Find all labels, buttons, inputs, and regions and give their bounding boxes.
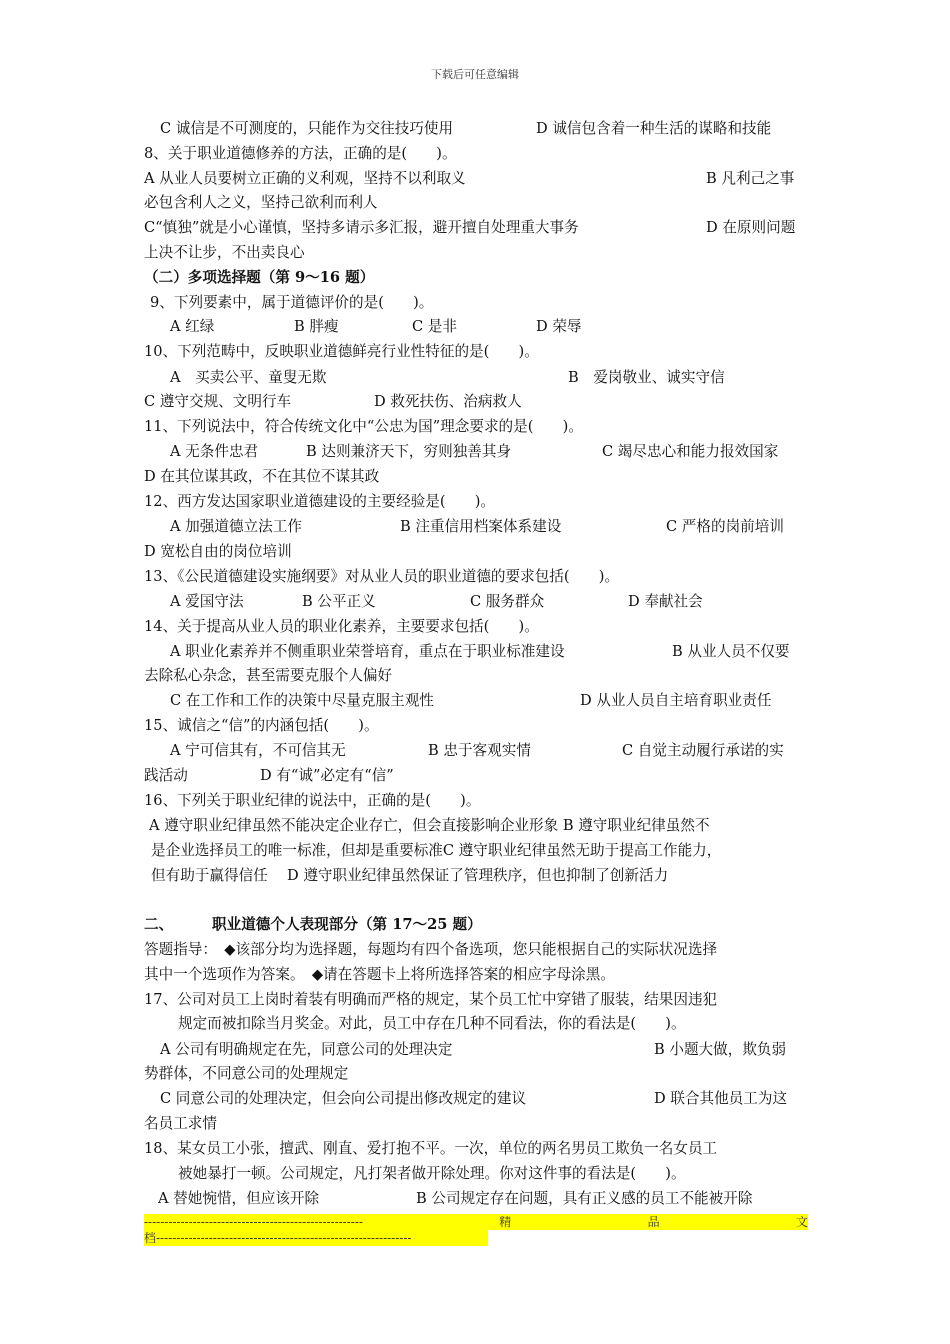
option-c: C 在工作和工作的决策中尽量克服主观性 (170, 692, 434, 709)
option-c: C 竭尽忠心和能力报效国家 (602, 443, 779, 460)
option-d: D 荣辱 (536, 318, 582, 335)
option-a: A 红绿 (170, 318, 215, 335)
question-18-cont: 被她暴打一顿。公司规定，凡打架者做开除处理。你对这件事的看法是( )。 (178, 1165, 686, 1182)
option-continuation: 必包含利人之义，坚持己欲利而利人 (144, 194, 378, 211)
option-a: A 职业化素养并不侧重职业荣誉培育，重点在于职业标准建设 (170, 643, 565, 660)
option-a: A 无条件忠君 (170, 443, 259, 460)
page-header: 下载后可任意编辑 (431, 68, 519, 81)
option-continuation: 上决不让步，不出卖良心 (144, 244, 305, 261)
option-b: B 忠于客观实情 (428, 742, 531, 759)
option-b: B 达则兼济天下，穷则独善其身 (306, 443, 512, 460)
guide-text: 答题指导： ◆该部分均为选择题，每题均有四个备选项，您只能根据自己的实际状况选择 (144, 941, 718, 958)
option-a: A 从业人员要树立正确的义利观，坚持不以利取义 (144, 170, 466, 187)
footer-word: 文 (795, 1215, 808, 1229)
option-d: D 在其位谋其政，不在其位不谋其政 (144, 468, 380, 485)
question-8: 8、关于职业道德修养的方法，正确的是( )。 (144, 145, 457, 162)
option-c: C 服务群众 (470, 593, 545, 610)
option-c: C“慎独”就是小心谨慎，坚持多请示多汇报，避开擅自处理重大事务 (144, 219, 579, 236)
footer-dashes: ------------------------------------------------------ (144, 1215, 363, 1229)
question-9: 9、下列要素中，属于道德评价的是( )。 (150, 294, 434, 311)
option-a: A 买卖公平、童叟无欺 (170, 369, 327, 386)
option-a: A 爱国守法 (170, 593, 244, 610)
option-c: C 遵守交规、文明行车 (144, 393, 292, 410)
option-d: D 宽松自由的岗位培训 (144, 543, 292, 560)
option-a: A 替她惋惜，但应该开除 (158, 1190, 320, 1207)
footer-word: 精 (499, 1215, 512, 1229)
question-17: 17、公司对员工上岗时着装有明确而严格的规定，某个员工忙中穿错了服装，结果因违犯 (144, 991, 718, 1008)
option-line: 但有助于赢得信任 D 遵守职业纪律虽然保证了管理秩序，但也抑制了创新活力 (151, 867, 669, 884)
option-a: A 公司有明确规定在先，同意公司的处理决定 (160, 1041, 453, 1058)
option-continuation: 名员工求情 (144, 1115, 217, 1132)
option-c: C 是非 (412, 318, 457, 335)
guide-text: 其中一个选项作为答案。 ◆请在答题卡上将所选择答案的相应字母涂黑。 (144, 966, 615, 983)
option-a: A 宁可信其有，不可信其无 (170, 742, 346, 759)
option-d: D 救死扶伤、治病救人 (374, 393, 522, 410)
option-b: B 胖瘦 (294, 318, 339, 335)
option-a: A 加强道德立法工作 (170, 518, 302, 535)
option-b: B 公司规定存在问题，具有正义感的员工不能被开除 (416, 1190, 753, 1207)
footer-word: 品 (647, 1215, 660, 1229)
footer-line-2: 档--------------------------------------------------------------- (144, 1230, 488, 1246)
question-11: 11、下列说法中，符合传统文化中“公忠为国”理念要求的是( )。 (144, 418, 583, 435)
question-16: 16、下列关于职业纪律的说法中，正确的是( )。 (144, 792, 481, 809)
question-14: 14、关于提高从业人员的职业化素养，主要要求包括( )。 (144, 618, 539, 635)
part-number: 二、 (144, 916, 174, 933)
option-b: B 注重信用档案体系建设 (400, 518, 562, 535)
option-continuation: 去除私心杂念，甚至需要克服个人偏好 (144, 667, 393, 684)
option-b: B 从业人员不仅要 (672, 643, 790, 660)
option-continuation: 势群体，不同意公司的处理规定 (144, 1065, 349, 1082)
question-10: 10、下列范畴中，反映职业道德鲜亮行业性特征的是( )。 (144, 343, 539, 360)
option-c: C 同意公司的处理决定，但会向公司提出修改规定的建议 (160, 1090, 527, 1107)
part-title: 职业道德个人表现部分（第 17～25 题） (212, 916, 482, 933)
question-18: 18、某女员工小张，擅武、刚直、爱打抱不平。一次，单位的两名男员工欺负一名女员工 (144, 1140, 718, 1157)
section-heading: （二）多项选择题（第 9～16 题） (144, 269, 375, 286)
option-continuation: 践活动 (144, 767, 188, 784)
option-c: C 自觉主动履行承诺的实 (622, 742, 784, 759)
option-d: D 有“诚”必定有“信” (260, 767, 394, 784)
option-d: D 奉献社会 (628, 593, 703, 610)
footer-line-1 (144, 1214, 808, 1230)
question-15: 15、诚信之“信”的内涵包括( )。 (144, 717, 379, 734)
option-d: D 诚信包含着一种生活的谋略和技能 (536, 120, 772, 137)
option-d: D 联合其他员工为这 (654, 1090, 788, 1107)
option-c: C 严格的岗前培训 (666, 518, 784, 535)
option-line: A 遵守职业纪律虽然不能决定企业存亡，但会直接影响企业形象 B 遵守职业纪律虽然不 (149, 817, 710, 834)
question-17-cont: 规定而被扣除当月奖金。对此，员工中存在几种不同看法，你的看法是( )。 (178, 1015, 686, 1032)
question-13: 13、《公民道德建设实施纲要》对从业人员的职业道德的要求包括( )。 (144, 568, 620, 585)
option-line: 是企业选择员工的唯一标准，但却是重要标准C 遵守职业纪律虽然无助于提高工作能力， (151, 842, 722, 859)
question-12: 12、西方发达国家职业道德建设的主要经验是( )。 (144, 493, 496, 510)
option-d: D 从业人员自主培育职业责任 (580, 692, 772, 709)
option-b: B 爱岗敬业、诚实守信 (568, 369, 725, 386)
option-b: B 凡利己之事 (706, 170, 795, 187)
option-d: D 在原则问题 (706, 219, 796, 236)
option-b: B 小题大做，欺负弱 (654, 1041, 787, 1058)
option-c: C 诚信是不可测度的，只能作为交往技巧使用 (160, 120, 454, 137)
option-b: B 公平正义 (302, 593, 376, 610)
